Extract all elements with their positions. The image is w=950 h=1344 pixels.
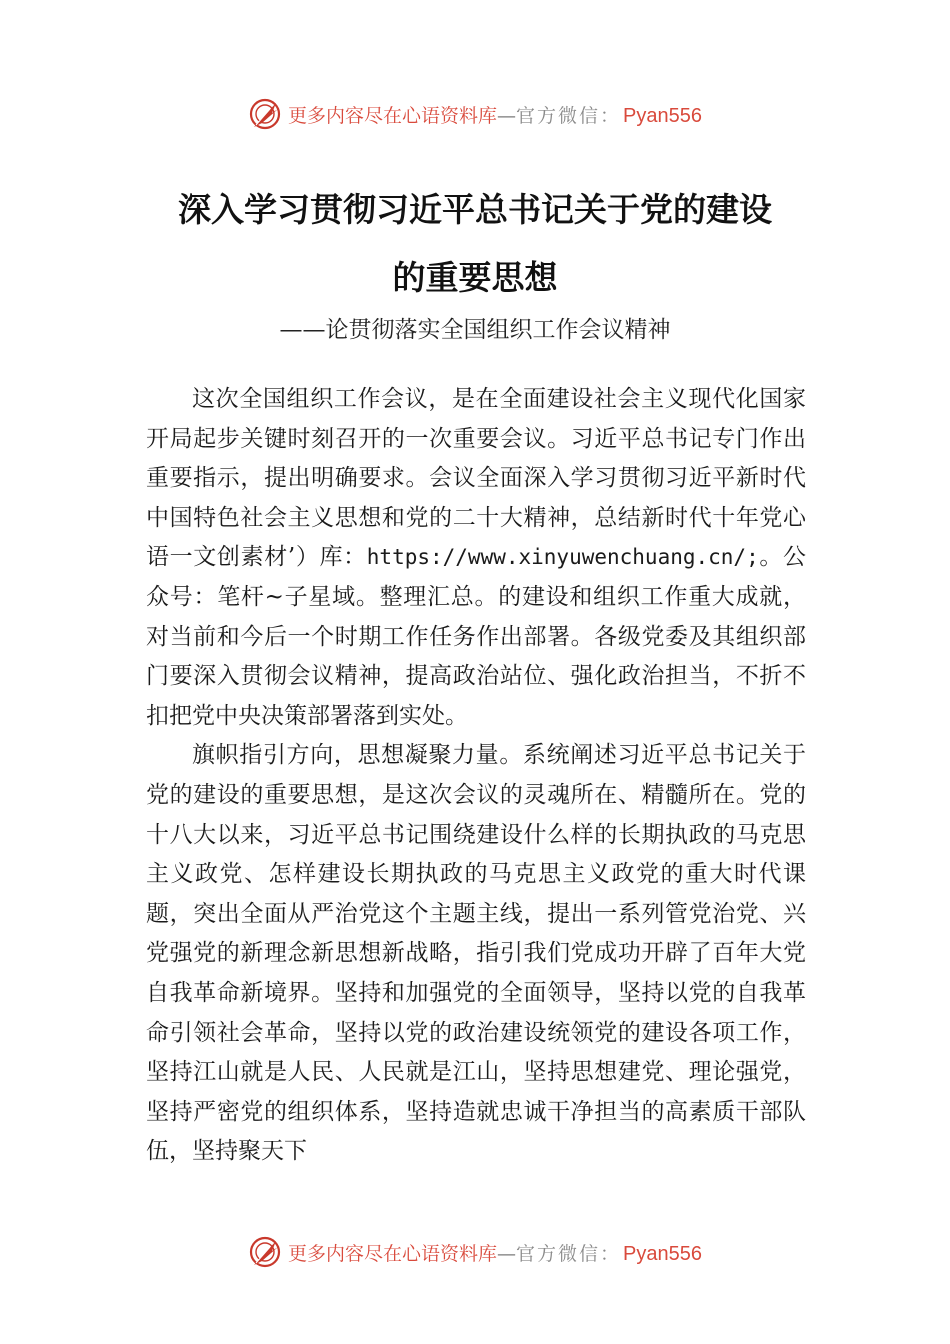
banner-site-name: 更多内容尽在心语资料库 xyxy=(288,104,498,127)
banner-wechat-id: Pyan556 xyxy=(623,1242,702,1265)
source-url: https://www.xinyuwenchuang.cn/; xyxy=(366,545,759,570)
footer-banner xyxy=(0,1232,950,1272)
paragraph-1 xyxy=(146,380,806,736)
document-title xyxy=(146,176,804,312)
title-line-2: 的重要思想 xyxy=(392,258,558,297)
banner-wechat-id: Pyan556 xyxy=(623,104,702,127)
header-banner xyxy=(0,94,950,134)
banner-dash: — xyxy=(497,1242,517,1265)
quill-logo-icon xyxy=(248,1235,282,1269)
paragraph-1-text: 这次全国组织工作会议，是在全面建设社会主义现代化国家开局起步关键时刻召开的一次重要会议。习近平总书记专门作出重要指示，提出明确要求。会议全面深入学习贯彻习近平新时代中国特色社会主义思想和党的二十大精神，总结新时代十年党心语一文创素材’）库： xyxy=(146,386,806,571)
banner-wechat-label: 官方微信： xyxy=(516,104,622,127)
document-body xyxy=(146,380,806,1172)
paragraph-1-continued: 。公众号：笔杆~子星域。整理汇总。的建设和组织工作重大成就，对当前和今后一个时期工作任务作出部署。各级党委及其组织部门要深入贯彻会议精神，提高政治站位、强化政治担当，不折不扣把党中央决策部署落到实处。 xyxy=(146,544,807,729)
quill-logo-icon xyxy=(248,97,282,131)
banner-site-name: 更多内容尽在心语资料库 xyxy=(288,1242,498,1265)
title-line-1: 深入学习贯彻习近平总书记关于党的建设 xyxy=(178,190,772,229)
paragraph-2: 旗帜指引方向，思想凝聚力量。系统阐述习近平总书记关于党的建设的重要思想，是这次会议的灵魂所在、精髓所在。党的十八大以来，习近平总书记围绕建设什么样的长期执政的马克思主义政党、怎样建设长期执政的马克思主义政党的重大时代课题，突出全面从严治党这个主题主线，提出一系列管党治党、兴党强党的新理念新思想新战略，指引我们党成功开辟了百年大党自我革命新境界。坚持和加强党的全面领导，坚持以党的自我革命引领社会革命，坚持以党的政治建设统领党的建设各项工作，坚持江山就是人民、人民就是江山，坚持思想建党、理论强党，坚持严密党的组织体系，坚持造就忠诚干净担当的高素质干部队伍，坚持聚天下 xyxy=(146,742,806,1165)
document-subtitle: ——论贯彻落实全国组织工作会议精神 xyxy=(279,317,671,343)
banner-dash: — xyxy=(497,104,517,127)
banner-wechat-label: 官方微信： xyxy=(516,1242,622,1265)
